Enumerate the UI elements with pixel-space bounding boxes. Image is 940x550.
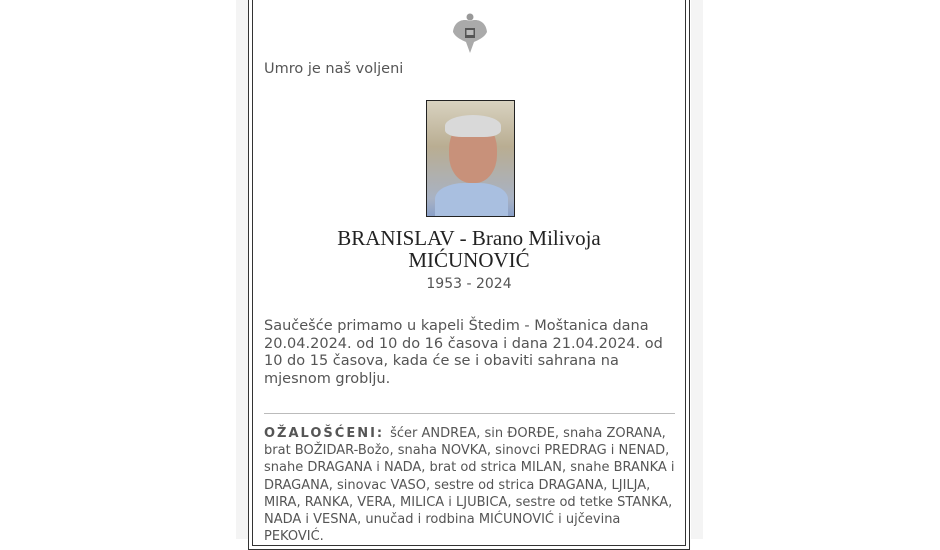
condolences-text: Saučešće primamo u kapeli Štedim - Moštanica dana 20.04.2024. od 10 do 16 časova i dana 21.04.2024. od 10 do 15 časova, kada će se i obaviti sahrana na mjesnom groblju. xyxy=(264,318,663,387)
montenegro-coat-of-arms-icon xyxy=(452,12,488,54)
portrait-photo xyxy=(426,100,515,217)
mourners-label: OŽALOŠĆENI: xyxy=(264,426,385,441)
hair xyxy=(445,115,501,137)
divider xyxy=(264,413,675,414)
intro-text: Umro je naš voljeni xyxy=(264,61,404,77)
shirt xyxy=(435,183,508,217)
page-margin-left xyxy=(236,0,248,539)
page-margin-right xyxy=(691,0,703,539)
name-line-2: MIĆUNOVIĆ xyxy=(408,248,530,272)
mourners-section xyxy=(264,425,682,545)
deceased-name xyxy=(264,227,674,271)
life-years: 1953 - 2024 xyxy=(426,276,512,292)
mourners-list: šćer ANDREA, sin ĐORĐE, snaha ZORANA, brat BOŽIDAR-Božo, snaha NOVKA, sinovci PREDRAG i NENAD, snahe DRAGANA i NADA, brat od strica MILAN, snahe BRANKA i DRAGANA, sinovac VASO, sestre od strica DRAGANA, LJILJA, MIRA, RANKA, VERA, MILICA i LJUBICA, sestre od tetke STANKA, NADA i VESNA, unučad i rodbina MIĆUNOVIĆ i ujčevina PEKOVIĆ. xyxy=(264,426,675,545)
name-line-1: BRANISLAV - Brano Milivoja xyxy=(337,226,601,250)
